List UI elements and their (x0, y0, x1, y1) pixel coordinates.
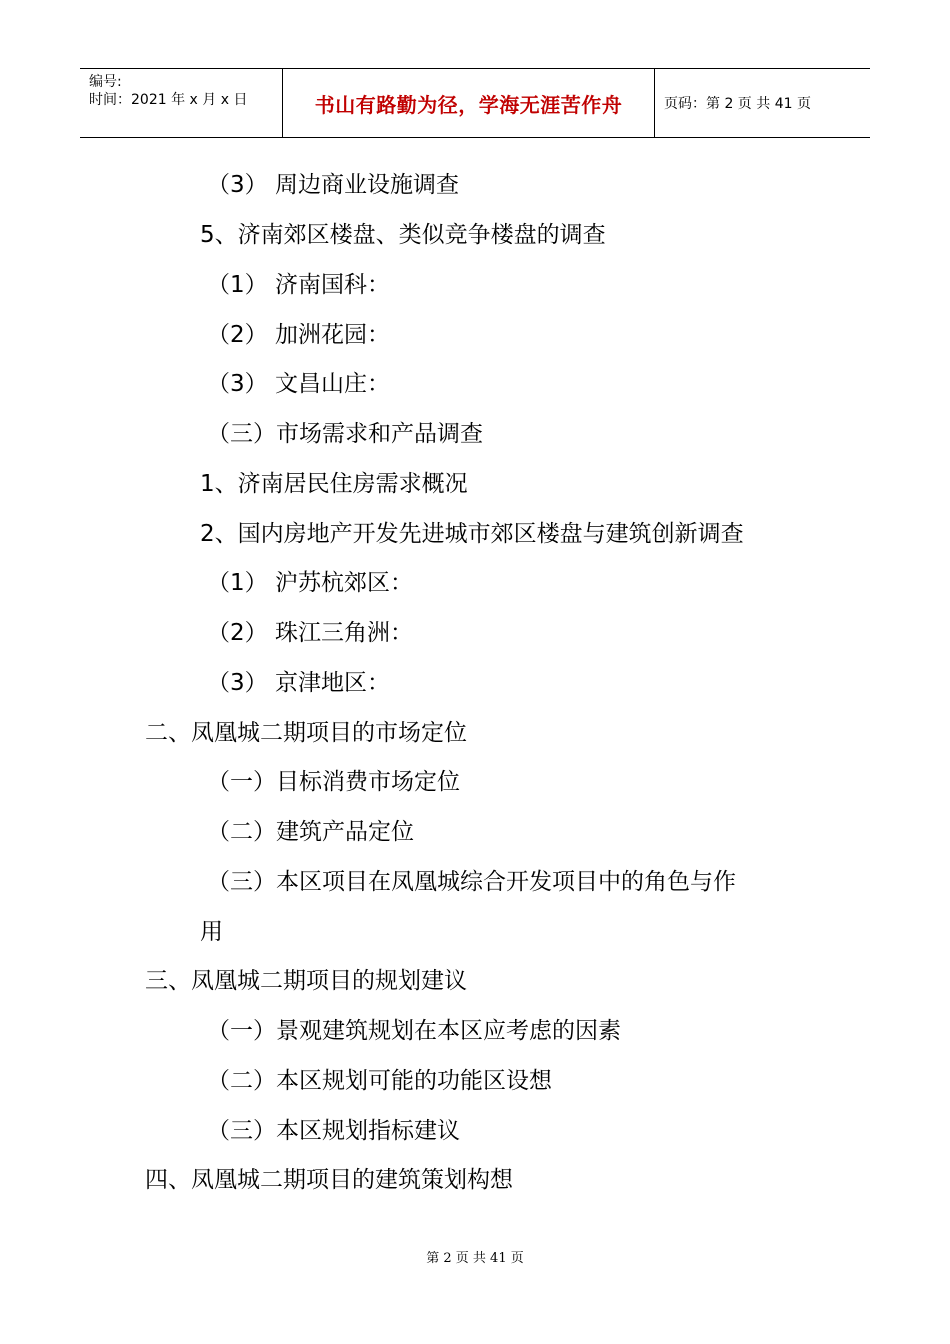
outline-line: 用 (200, 919, 223, 945)
header-motto: 书山有路勤为径，学海无涯苦作舟 (283, 69, 655, 137)
document-time: 时间：2021 年 x 月 x 日 (89, 92, 248, 108)
outline-line: （3） 京津地区： (207, 670, 390, 696)
outline-line: （三）市场需求和产品调查 (207, 421, 483, 447)
outline-line: （1） 沪苏杭郊区： (207, 570, 413, 596)
outline-line: 四、凤凰城二期项目的建筑策划构想 (145, 1167, 513, 1193)
outline-line: （一）景观建筑规划在本区应考虑的因素 (207, 1018, 621, 1044)
outline-line: （一）目标消费市场定位 (207, 769, 460, 795)
outline-line: （1） 济南国科： (207, 272, 390, 298)
outline-line: （二）本区规划可能的功能区设想 (207, 1068, 552, 1094)
outline-line: （三）本区规划指标建议 (207, 1118, 460, 1144)
header-left (80, 69, 283, 137)
document-number-label: 编号: (89, 74, 122, 90)
outline-line: 5、济南郊区楼盘、类似竞争楼盘的调查 (200, 222, 606, 248)
page-header (80, 68, 870, 138)
outline-line: （二）建筑产品定位 (207, 819, 414, 845)
outline-line: （2） 加洲花园： (207, 322, 390, 348)
outline-line: （2） 珠江三角洲： (207, 620, 413, 646)
outline-line: （3） 周边商业设施调查 (207, 172, 459, 198)
outline-line: （3） 文昌山庄： (207, 371, 390, 397)
outline-line: （三）本区项目在凤凰城综合开发项目中的角色与作 (207, 869, 736, 895)
outline-line: 二、凤凰城二期项目的市场定位 (145, 720, 467, 746)
header-page-info: 页码：第 2 页 共 41 页 (664, 96, 811, 112)
outline-line: 2、国内房地产开发先进城市郊区楼盘与建筑创新调查 (200, 521, 744, 547)
outline-line: 1、济南居民住房需求概况 (200, 471, 468, 497)
outline-line: 三、凤凰城二期项目的规划建议 (145, 968, 467, 994)
page-footer: 第 2 页 共 41 页 (426, 1251, 524, 1266)
